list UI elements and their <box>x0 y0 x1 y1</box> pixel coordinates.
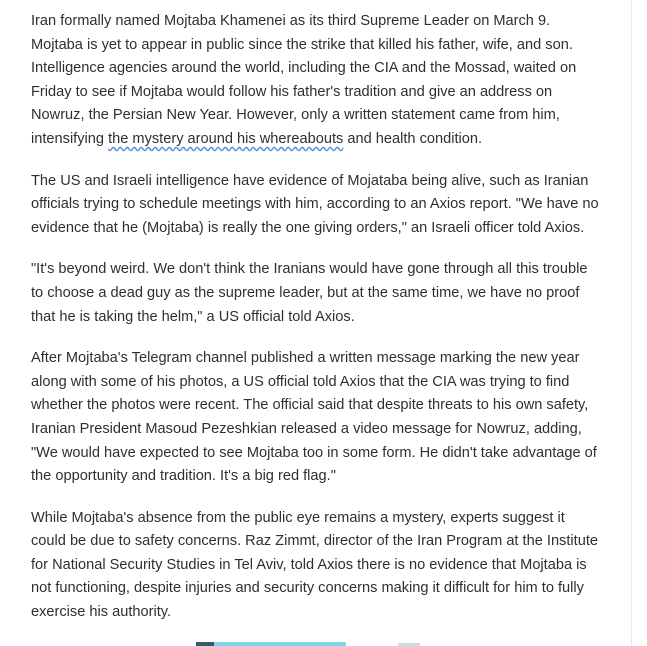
bottom-banner-strip <box>196 642 346 646</box>
article-paragraph-4: After Mojtaba's Telegram channel published a written message marking the new year along with some of his photos, a US official told Axios that the CIA was trying to find whether the photos were recent. The official said that despite threats to his own safety, Iranian President Masoud Pezeshkian released a video message for Nowruz, adding, "We would have expected to see Mojtaba too in some form. He didn't take advantage of the opportunity and tradition. It's a big red flag." <box>31 350 597 485</box>
paragraph-1-text-before: Iran formally named Mojtaba Khamenei as its third Supreme Leader on March 9. Mojtaba is yet to appear in public since the strike that killed his father, wife, and son. Intelligence agencies around the world, including the CIA and the Mossad, waited on Friday to see if Mojtaba would follow his father's tradition and give an address on Nowruz, the Persian New Year. However, only a written statement came from him, intensifying <box>31 13 577 147</box>
article-body <box>31 10 599 643</box>
article-paragraph-1 <box>31 10 599 152</box>
article-paragraph-2: The US and Israeli intelligence have evidence of Mojataba being alive, such as Iranian officials trying to schedule meetings with him, according to an Axios report. "We have no evidence that he (Mojtaba) is really the one giving orders," an Israeli officer told Axios. <box>31 172 599 236</box>
content-divider <box>631 0 632 646</box>
bottom-banner-strip-accent <box>196 642 214 646</box>
highlighted-phrase: the mystery around his whereabouts <box>108 130 344 147</box>
article-paragraph-3: "It's beyond weird. We don't think the Iranians would have gone through all this trouble to choose a dead guy as the supreme leader, but at the same time, we have no proof that he is taking the helm," a US official told Axios. <box>31 261 588 325</box>
article-paragraph-5: While Mojtaba's absence from the public eye remains a mystery, experts suggest it could be due to safety concerns. Raz Zimmt, director of the Iran Program at the Institute for National Security Studies in Tel Aviv, told Axios there is no evidence that Mojtaba is not functioning, despite injuries and security concerns making it difficult for him to fully exercise his authority. <box>31 509 598 621</box>
paragraph-1-text-after: and health condition. <box>343 130 483 147</box>
